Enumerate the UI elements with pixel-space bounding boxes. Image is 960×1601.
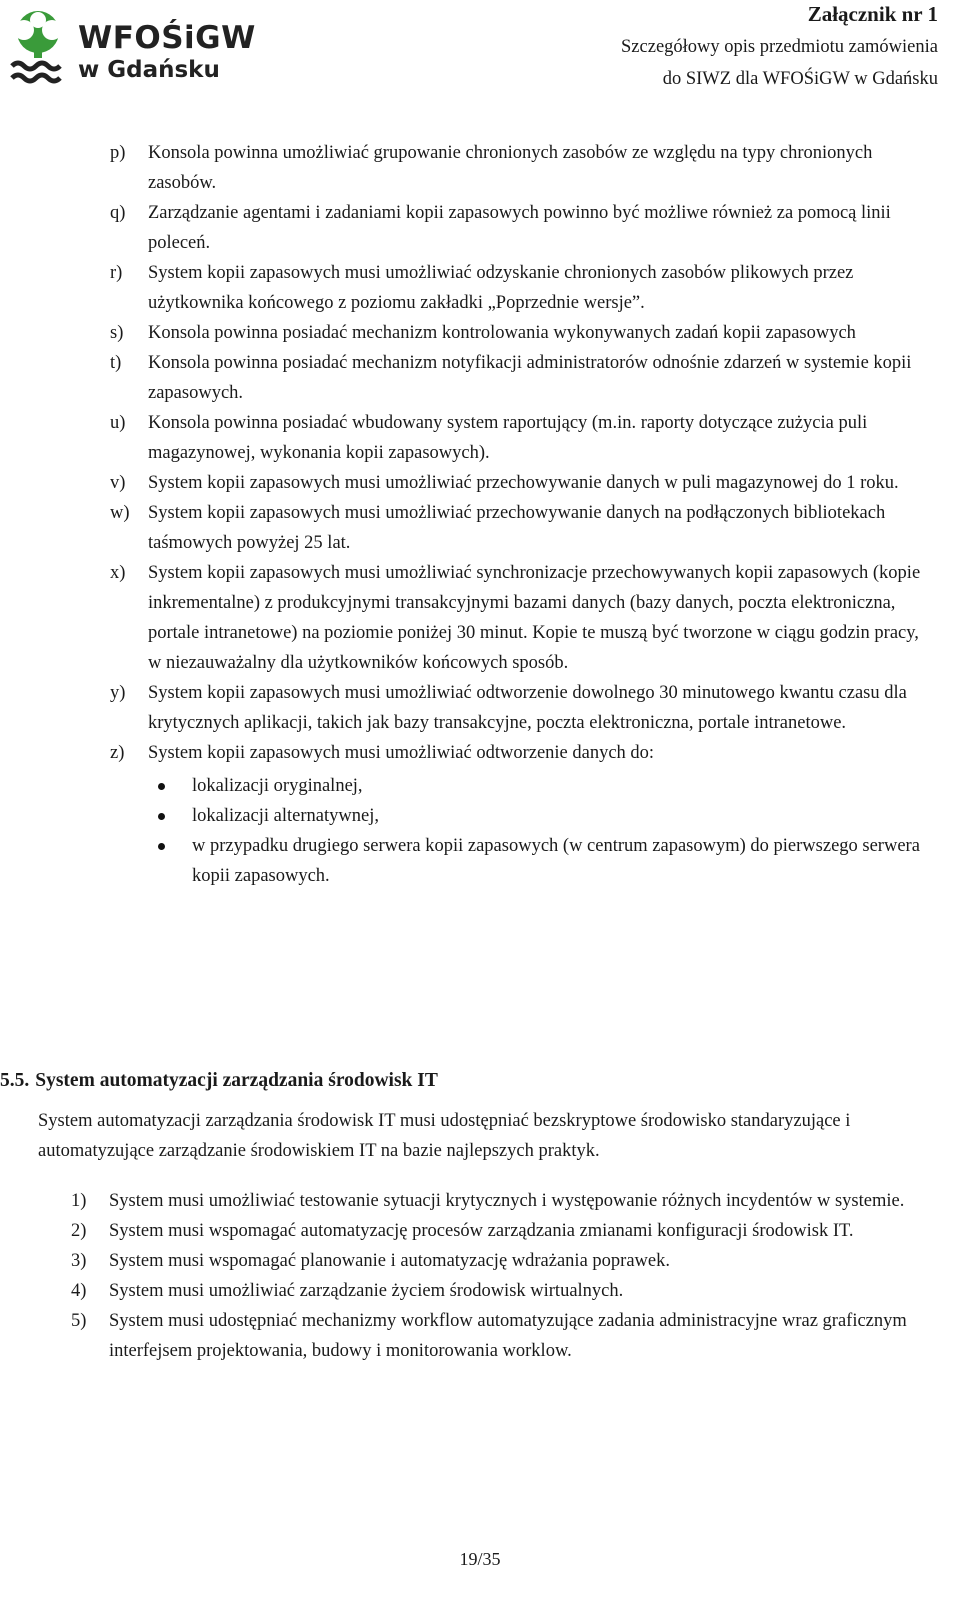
requirements-list bbox=[0, 138, 960, 891]
list-marker: t) bbox=[110, 353, 122, 373]
list-marker: x) bbox=[110, 563, 126, 583]
header-subtitle-1: Szczegółowy opis przedmiotu zamówienia bbox=[621, 37, 938, 57]
attachment-title: Załącznik nr 1 bbox=[807, 2, 938, 26]
numbered-marker: 5) bbox=[71, 1311, 87, 1331]
list-item-text: System kopii zapasowych musi umożliwiać synchronizacje przechowywanych kopii zapasowych (kopie inkrementalne) z produkcyjnymi transakcyjnymi bazami danych (bazy danych, poczta elektroniczna, portale intranetowe) na poziomie poniżej 30 minut. Kopie te muszą być tworzone w ciągu godzin pracy, w niezauważalny dla użytkowników końcowych sposób. bbox=[148, 563, 921, 673]
list-marker: u) bbox=[110, 413, 126, 433]
numbered-item-text: System musi udostępniać mechanizmy workflow automatyzujące zadania administracyjne wraz graficznym interfejsem projektowania, budowy i monitorowania worklow. bbox=[109, 1311, 907, 1361]
logo-text bbox=[78, 20, 256, 84]
list-marker: z) bbox=[110, 743, 125, 763]
list-item bbox=[110, 408, 934, 468]
list-item bbox=[110, 318, 934, 348]
wfosigw-logo bbox=[8, 8, 256, 90]
bullet-icon bbox=[158, 783, 165, 790]
list-item bbox=[110, 348, 934, 408]
list-marker: y) bbox=[110, 683, 126, 703]
numbered-item bbox=[71, 1216, 934, 1246]
section-intro: System automatyzacji zarządzania środowisk IT musi udostępniać bezskryptowe środowisko standaryzujące i automatyzujące zarządzanie środowiskiem IT na bazie najlepszych praktyk. bbox=[38, 1111, 851, 1161]
list-item bbox=[110, 138, 934, 198]
bullet-item bbox=[192, 801, 960, 831]
list-item bbox=[110, 558, 934, 678]
list-item bbox=[110, 468, 934, 498]
list-item-text: System kopii zapasowych musi umożliwiać odtworzenie dowolnego 30 minutowego kwantu czasu dla krytycznych aplikacji, takich jak bazy transakcyjne, poczta elektroniczna, portale intranetowe. bbox=[148, 683, 907, 733]
numbered-marker: 1) bbox=[71, 1191, 87, 1211]
list-item-text: System kopii zapasowych musi umożliwiać odtworzenie danych do: bbox=[148, 743, 655, 763]
numbered-item-text: System musi wspomagać planowanie i automatyzację wdrażania poprawek. bbox=[109, 1251, 670, 1271]
list-item bbox=[110, 678, 934, 738]
section-heading bbox=[0, 1066, 438, 1096]
list-item-text: Konsola powinna posiadać mechanizm notyfikacji administratorów odnośnie zdarzeń w systemie kopii zapasowych. bbox=[148, 353, 912, 403]
numbered-item bbox=[71, 1306, 934, 1366]
numbered-item-text: System musi wspomagać automatyzację procesów zarządzania zmianami konfiguracji środowisk IT. bbox=[109, 1221, 854, 1241]
list-marker: p) bbox=[110, 143, 126, 163]
list-marker: q) bbox=[110, 203, 126, 223]
numbered-item-text: System musi umożliwiać zarządzanie życiem środowisk wirtualnych. bbox=[109, 1281, 624, 1301]
list-item-text: Konsola powinna umożliwiać grupowanie chronionych zasobów ze względu na typy chronionych zasobów. bbox=[148, 143, 873, 193]
numbered-requirements bbox=[0, 1186, 960, 1366]
numbered-item bbox=[71, 1246, 934, 1276]
bullet-text: w przypadku drugiego serwera kopii zapasowych (w centrum zapasowym) do pierwszego serwera kopii zapasowych. bbox=[192, 836, 920, 886]
list-item bbox=[110, 198, 934, 258]
list-marker: s) bbox=[110, 323, 124, 343]
list-item-text: System kopii zapasowych musi umożliwiać przechowywanie danych na podłączonych bibliotekach taśmowych powyżej 25 lat. bbox=[148, 503, 886, 553]
section-title: System automatyzacji zarządzania środowisk IT bbox=[35, 1070, 438, 1091]
numbered-marker: 2) bbox=[71, 1221, 87, 1241]
list-item-text: Konsola powinna posiadać mechanizm kontrolowania wykonywanych zadań kopii zapasowych bbox=[148, 323, 856, 343]
list-marker: r) bbox=[110, 263, 123, 283]
logo-line1: WFOŚiGW bbox=[78, 20, 256, 56]
list-item-text: Konsola powinna posiadać wbudowany system raportujący (m.in. raporty dotyczące zużycia puli magazynowej, wykonania kopii zapasowych). bbox=[148, 413, 868, 463]
numbered-item-text: System musi umożliwiać testowanie sytuacji krytycznych i występowanie różnych incydentów w systemie. bbox=[109, 1191, 905, 1211]
section-number: 5.5. bbox=[0, 1070, 30, 1091]
numbered-item bbox=[71, 1276, 934, 1306]
list-item bbox=[110, 258, 934, 318]
list-item bbox=[110, 498, 934, 558]
bullet-icon bbox=[158, 813, 165, 820]
list-item-text: Zarządzanie agentami i zadaniami kopii zapasowych powinno być możliwe również za pomocą linii poleceń. bbox=[148, 203, 891, 253]
numbered-marker: 3) bbox=[71, 1251, 87, 1271]
list-marker: w) bbox=[110, 503, 130, 523]
header-subtitle-2: do SIWZ dla WFOŚiGW w Gdańsku bbox=[662, 69, 938, 89]
numbered-marker: 4) bbox=[71, 1281, 87, 1301]
bullet-text: lokalizacji alternatywnej, bbox=[192, 806, 379, 826]
numbered-item bbox=[71, 1186, 934, 1216]
bullet-text: lokalizacji oryginalnej, bbox=[192, 776, 363, 796]
list-item bbox=[110, 738, 934, 768]
tree-logo-icon bbox=[8, 8, 68, 88]
bullet-item bbox=[192, 831, 960, 891]
list-item-text: System kopii zapasowych musi umożliwiać odzyskanie chronionych zasobów plikowych przez użytkownika końcowego z poziomu zakładki „Poprzednie wersje”. bbox=[148, 263, 854, 313]
page-number: 19/35 bbox=[459, 1549, 501, 1569]
logo-line2: w Gdańsku bbox=[78, 57, 220, 83]
bullet-icon bbox=[158, 843, 165, 850]
bullet-item bbox=[192, 771, 960, 801]
list-marker: v) bbox=[110, 473, 126, 493]
list-item-text: System kopii zapasowych musi umożliwiać przechowywanie danych w puli magazynowej do 1 roku. bbox=[148, 473, 899, 493]
